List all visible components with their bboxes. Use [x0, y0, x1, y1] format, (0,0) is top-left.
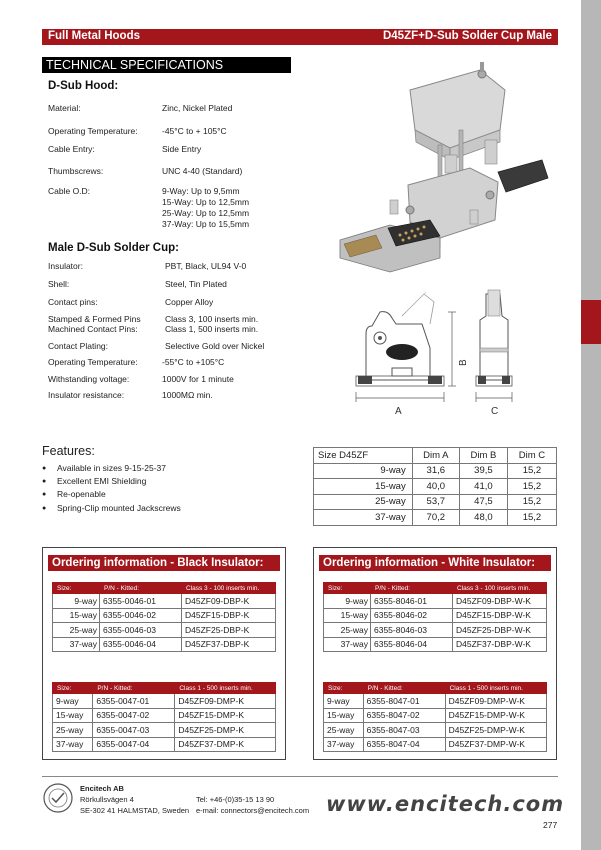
ordering-header-row	[324, 583, 547, 594]
table-row	[53, 608, 276, 623]
cup-label: Contact pins:	[48, 297, 98, 307]
certification-seal-icon	[42, 782, 74, 814]
dim-b-label: B	[458, 359, 469, 366]
table-row	[314, 463, 557, 479]
dims-cell: 40,0	[412, 479, 459, 495]
dims-cell: 15,2	[507, 494, 556, 510]
hood-value: Zinc, Nickel Plated	[162, 103, 233, 113]
feature-item: ● Spring-Clip mounted Jackscrews	[42, 502, 181, 515]
part-cell: D45ZF15-DMP-W-K	[445, 708, 546, 723]
cup-value: Selective Gold over Nickel	[165, 341, 265, 351]
ordering-header: P/N - Kitted:	[371, 583, 453, 594]
cup-value: 1000V for 1 minute	[162, 374, 234, 384]
features-list	[42, 462, 181, 515]
dims-cell: 15,2	[507, 463, 556, 479]
ordering-header: Size:	[53, 683, 93, 694]
part-cell: D45ZF09-DMP-K	[175, 694, 276, 709]
table-row	[314, 494, 557, 510]
dims-header: Dim B	[459, 448, 507, 464]
cup-value: 1000MΩ min.	[162, 390, 213, 400]
part-cell: D45ZF15-DMP-K	[175, 708, 276, 723]
dims-cell: 47,5	[459, 494, 507, 510]
dims-cell: 15-way	[314, 479, 413, 495]
spec-title: TECHNICAL SPECIFICATIONS	[42, 57, 291, 73]
header-right-title: D45ZF+D-Sub Solder Cup Male	[382, 30, 552, 42]
header-bar	[42, 29, 558, 45]
feature-item: ● Excellent EMI Shielding	[42, 475, 181, 488]
pn-cell: 6355-0047-04	[93, 737, 175, 752]
size-cell: 9-way	[53, 594, 100, 609]
table-row	[324, 708, 547, 723]
part-cell: D45ZF09-DBP-W-K	[453, 594, 547, 609]
ordering-header-row	[324, 683, 547, 694]
cable-od-value: 15-Way: Up to 12,5mm	[162, 197, 250, 207]
pn-cell: 6355-8046-04	[371, 637, 453, 652]
pn-cell: 6355-0046-01	[100, 594, 182, 609]
table-row	[324, 608, 547, 623]
part-cell: D45ZF15-DBP-K	[182, 608, 276, 623]
size-cell: 25-way	[53, 723, 93, 738]
side-rail	[581, 0, 601, 850]
size-cell: 37-way	[324, 737, 364, 752]
pn-cell: 6355-0047-03	[93, 723, 175, 738]
dimension-drawing	[352, 288, 522, 420]
pn-cell: 6355-8046-02	[371, 608, 453, 623]
cup-value: Steel, Tin Plated	[165, 279, 227, 289]
table-row	[324, 623, 547, 638]
hood-label: Operating Temperature:	[48, 126, 138, 136]
pn-cell: 6355-8047-04	[363, 737, 445, 752]
table-row	[324, 723, 547, 738]
part-cell: D45ZF25-DMP-K	[175, 723, 276, 738]
header-left-title: Full Metal Hoods	[48, 30, 140, 42]
table-row	[53, 737, 276, 752]
footer-address2: SE-302 41 HALMSTAD, Sweden	[80, 806, 190, 815]
cable-od-value: 37-Way: Up to 15,5mm	[162, 219, 250, 229]
cup-value: Class 3, 100 inserts min.	[165, 314, 259, 324]
ordering-white-box	[313, 547, 557, 760]
size-cell: 25-way	[53, 623, 100, 638]
table-row	[314, 510, 557, 526]
hood-value: Side Entry	[162, 144, 202, 154]
size-cell: 37-way	[53, 637, 100, 652]
cup-label: Machined Contact Pins:	[48, 324, 138, 334]
dims-cell: 53,7	[412, 494, 459, 510]
table-row	[53, 594, 276, 609]
ordering-black-class3-table	[52, 582, 276, 652]
table-row	[53, 694, 276, 709]
product-exploded-illustration	[330, 60, 560, 280]
size-cell: 37-way	[53, 737, 93, 752]
company-name: Encitech AB	[80, 784, 124, 793]
feature-item: ● Available in sizes 9-15-25-37	[42, 462, 181, 475]
dims-cell: 25-way	[314, 494, 413, 510]
ordering-header-row	[53, 683, 276, 694]
ordering-header: Size:	[324, 583, 371, 594]
dims-cell: 37-way	[314, 510, 413, 526]
table-row	[324, 637, 547, 652]
hood-value: 9-Way: Up to 9,5mm	[162, 186, 240, 196]
pn-cell: 6355-0046-04	[100, 637, 182, 652]
dims-header: Size D45ZF	[314, 448, 413, 464]
size-cell: 37-way	[324, 637, 371, 652]
cable-od-value: 25-Way: Up to 12,5mm	[162, 208, 250, 218]
hood-value: -45°C to + 105°C	[162, 126, 227, 136]
ordering-header: Class 1 - 500 inserts min.	[445, 683, 546, 694]
hood-label: Thumbscrews:	[48, 166, 104, 176]
page-number: 277	[543, 820, 558, 830]
ordering-header: Class 3 - 100 inserts min.	[453, 583, 547, 594]
dims-header-row	[314, 448, 557, 464]
hood-label: Cable Entry:	[48, 144, 95, 154]
dims-cell: 39,5	[459, 463, 507, 479]
part-cell: D45ZF09-DBP-K	[182, 594, 276, 609]
dims-cell: 15,2	[507, 479, 556, 495]
table-row	[53, 637, 276, 652]
ordering-header: Size:	[53, 583, 100, 594]
pn-cell: 6355-8046-01	[371, 594, 453, 609]
dim-c-label: C	[491, 406, 499, 417]
size-cell: 15-way	[324, 708, 364, 723]
pn-cell: 6355-8047-02	[363, 708, 445, 723]
hood-title: D-Sub Hood:	[48, 80, 119, 92]
size-cell: 9-way	[324, 594, 371, 609]
dims-cell: 15,2	[507, 510, 556, 526]
cup-label: Withstanding voltage:	[48, 374, 130, 384]
cup-value: Copper Alloy	[165, 297, 214, 307]
pn-cell: 6355-8047-01	[363, 694, 445, 709]
ordering-header-row	[53, 583, 276, 594]
cup-value: PBT, Black, UL94 V-0	[165, 261, 247, 271]
dims-cell: 9-way	[314, 463, 413, 479]
footer-tel: Tel: +46-(0)35-15 13 90	[196, 795, 275, 804]
pn-cell: 6355-0047-01	[93, 694, 175, 709]
ordering-header: Class 1 - 500 inserts min.	[175, 683, 276, 694]
hood-value: UNC 4-40 (Standard)	[162, 166, 243, 176]
dim-a-label: A	[395, 406, 402, 417]
dims-cell: 31,6	[412, 463, 459, 479]
dims-cell: 48,0	[459, 510, 507, 526]
ordering-white-class3-table	[323, 582, 547, 652]
ordering-header: P/N - Kitted:	[93, 683, 175, 694]
size-cell: 15-way	[324, 608, 371, 623]
cup-label: Stamped & Formed Pins	[48, 314, 141, 324]
size-cell: 15-way	[53, 708, 93, 723]
ordering-black-class1-table	[52, 682, 276, 752]
pn-cell: 6355-8047-03	[363, 723, 445, 738]
ordering-header: P/N - Kitted:	[363, 683, 445, 694]
cup-label: Operating Temperature:	[48, 357, 138, 367]
table-row	[53, 623, 276, 638]
footer-divider	[42, 776, 558, 777]
feature-item: ● Re-openable	[42, 488, 181, 501]
dims-header: Dim C	[507, 448, 556, 464]
footer-address1: Rörkullsvägen 4	[80, 795, 134, 804]
size-cell: 9-way	[324, 694, 364, 709]
ordering-header: P/N - Kitted:	[100, 583, 182, 594]
footer-company	[80, 784, 124, 794]
cup-value: -55°C to +105°C	[162, 357, 225, 367]
table-row	[53, 723, 276, 738]
part-cell: D45ZF25-DMP-W-K	[445, 723, 546, 738]
features-title: Features:	[42, 444, 95, 458]
size-cell: 25-way	[324, 623, 371, 638]
cup-label: Contact Plating:	[48, 341, 109, 351]
side-rail-tab	[581, 300, 601, 344]
cup-label: Insulator:	[48, 261, 83, 271]
part-cell: D45ZF37-DMP-K	[175, 737, 276, 752]
pn-cell: 6355-0046-03	[100, 623, 182, 638]
table-row	[324, 694, 547, 709]
pn-cell: 6355-0046-02	[100, 608, 182, 623]
part-cell: D45ZF25-DBP-K	[182, 623, 276, 638]
part-cell: D45ZF37-DBP-K	[182, 637, 276, 652]
footer-email[interactable]: e-mail: connectors@encitech.com	[196, 806, 310, 815]
part-cell: D45ZF25-DBP-W-K	[453, 623, 547, 638]
part-cell: D45ZF37-DMP-W-K	[445, 737, 546, 752]
table-row	[324, 594, 547, 609]
dims-cell: 41,0	[459, 479, 507, 495]
ordering-white-title: Ordering information - White Insulator:	[319, 555, 551, 571]
part-cell: D45ZF09-DMP-W-K	[445, 694, 546, 709]
part-cell: D45ZF15-DBP-W-K	[453, 608, 547, 623]
website-link[interactable]: www.encitech.com	[326, 792, 565, 816]
size-cell: 25-way	[324, 723, 364, 738]
ordering-white-class1-table	[323, 682, 547, 752]
cup-value: Class 1, 500 inserts min.	[165, 324, 259, 334]
table-row	[314, 479, 557, 495]
pn-cell: 6355-8046-03	[371, 623, 453, 638]
table-row	[53, 708, 276, 723]
ordering-black-title: Ordering information - Black Insulator:	[48, 555, 280, 571]
ordering-black-box	[42, 547, 286, 760]
dims-cell: 70,2	[412, 510, 459, 526]
part-cell: D45ZF37-DBP-W-K	[453, 637, 547, 652]
cup-label: Insulator resistance:	[48, 390, 125, 400]
cup-label: Shell:	[48, 279, 70, 289]
table-row	[324, 737, 547, 752]
ordering-header: Class 3 - 100 inserts min.	[182, 583, 276, 594]
hood-label: Material:	[48, 103, 81, 113]
ordering-header: Size:	[324, 683, 364, 694]
size-cell: 15-way	[53, 608, 100, 623]
dimensions-table	[313, 447, 557, 526]
dims-header: Dim A	[412, 448, 459, 464]
hood-label: Cable O.D:	[48, 186, 91, 196]
pn-cell: 6355-0047-02	[93, 708, 175, 723]
size-cell: 9-way	[53, 694, 93, 709]
cup-title: Male D-Sub Solder Cup:	[48, 242, 179, 254]
